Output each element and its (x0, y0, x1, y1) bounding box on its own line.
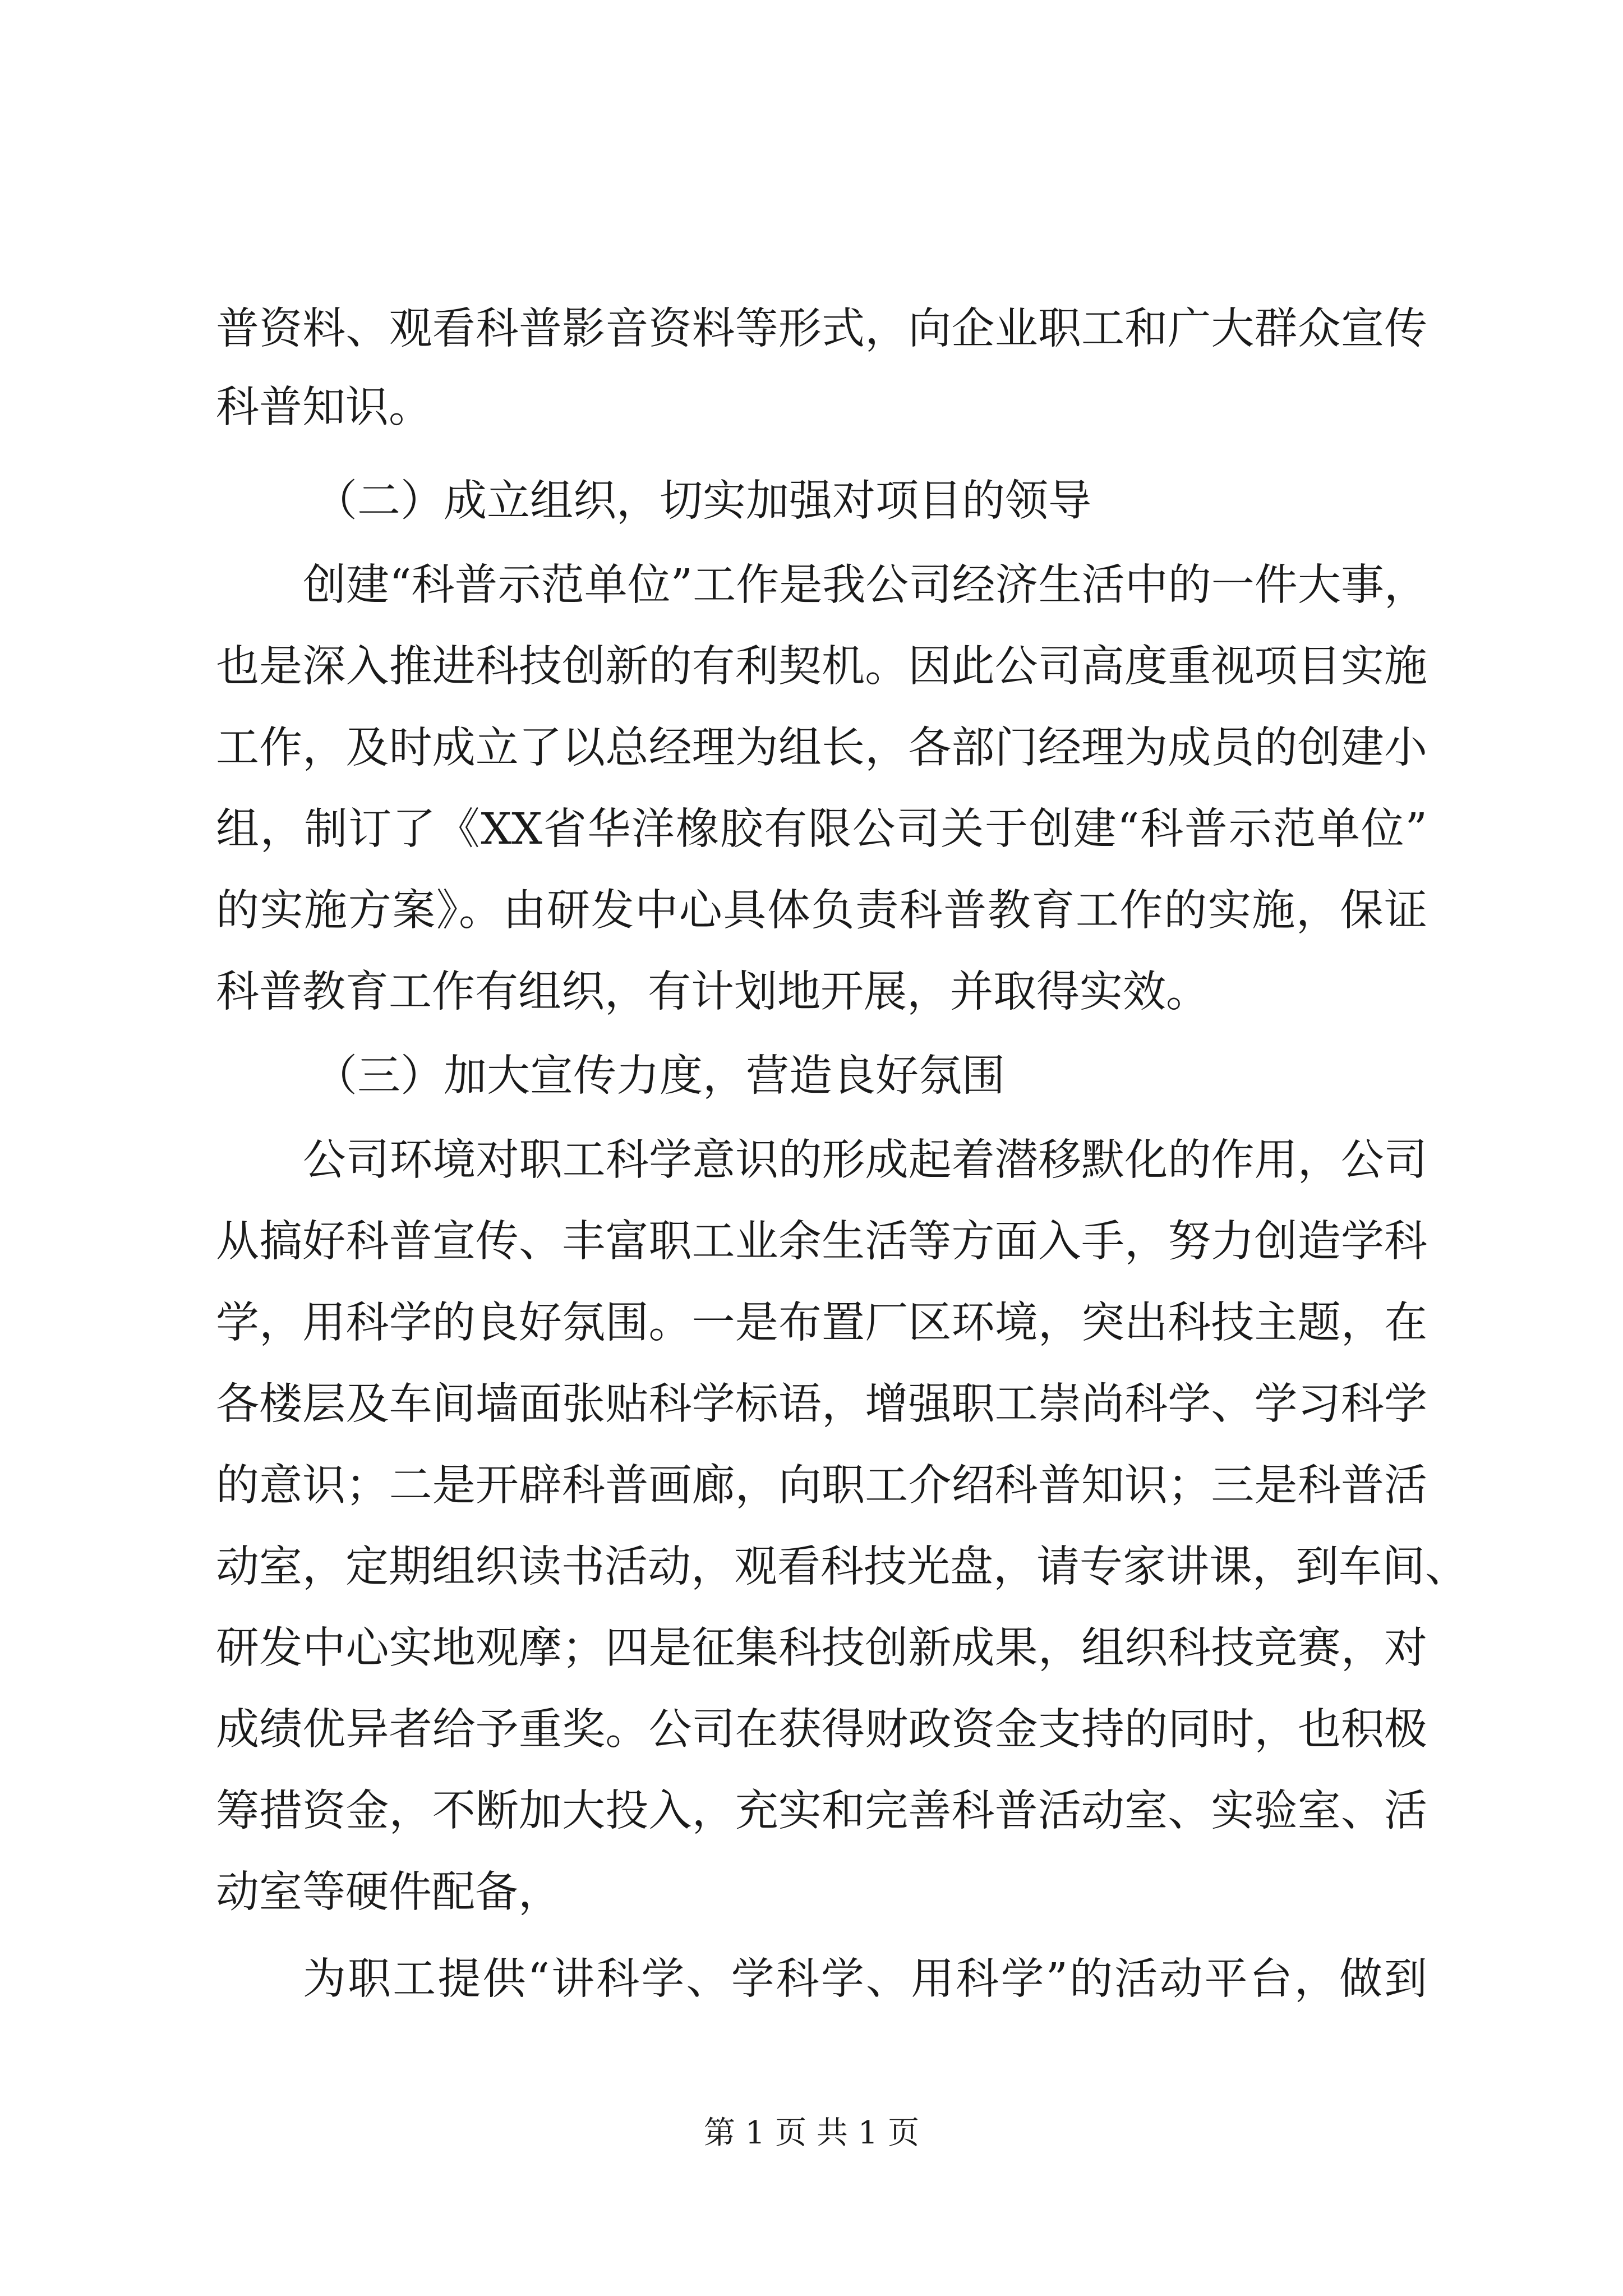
body-text-line: 筹措资金，不断加大投入，充实和完善科普活动室、实验室、活 (216, 1786, 1427, 1836)
body-text-line: 从搞好科普宣传、丰富职工业余生活等方面入手，努力创造学科 (216, 1217, 1427, 1267)
page-footer: 第 1 页 共 1 页 (703, 2115, 920, 2151)
body-text-line: 动室等硬件配备， (216, 1867, 561, 1917)
body-text-line: 科普教育工作有组织，有计划地开展，并取得实效。 (216, 967, 1209, 1017)
body-text-line: 工作，及时成立了以总经理为组长，各部门经理为成员的创建小 (216, 723, 1427, 773)
paragraph-first-line: 创建“科普示范单位”工作是我公司经济生活中的一件大事， (303, 560, 1427, 610)
body-text-line: 学，用科学的良好氛围。一是布置厂区环境，突出科技主题，在 (216, 1298, 1427, 1348)
section-heading-2: （二）成立组织，切实加强对项目的领导 (314, 476, 1091, 526)
body-text-line: 的实施方案》。由研发中心具体负责科普教育工作的实施，保证 (216, 886, 1427, 936)
paragraph-first-line: 公司环境对职工科学意识的形成起着潜移默化的作用，公司 (303, 1135, 1427, 1185)
body-text-line: 动室，定期组织读书活动，观看科技光盘，请专家讲课，到车间、 (216, 1542, 1468, 1592)
body-text-line: 科普知识。 (216, 383, 432, 432)
body-text-line: 也是深入推进科技创新的有利契机。因此公司高度重视项目实施 (216, 642, 1427, 692)
body-text-line: 的意识；二是开辟科普画廊，向职工介绍科普知识；三是科普活 (216, 1461, 1427, 1511)
body-text-line: 组，制订了《XX省华洋橡胶有限公司关于创建“科普示范单位” (216, 804, 1427, 854)
body-text-line: 普资料、观看科普影音资料等形式，向企业职工和广大群众宣传 (216, 304, 1427, 354)
paragraph-first-line: 为职工提供“讲科学、学科学、用科学”的活动平台，做到 (303, 1954, 1427, 2004)
body-text-line: 研发中心实地观摩；四是征集科技创新成果，组织科技竞赛，对 (216, 1623, 1427, 1673)
body-text-line: 各楼层及车间墙面张贴科学标语，增强职工崇尚科学、学习科学 (216, 1379, 1427, 1429)
body-text-line: 成绩优异者给予重奖。公司在获得财政资金支持的同时，也积极 (216, 1705, 1427, 1755)
section-heading-3: （三）加大宣传力度，营造良好氛围 (314, 1051, 1005, 1101)
